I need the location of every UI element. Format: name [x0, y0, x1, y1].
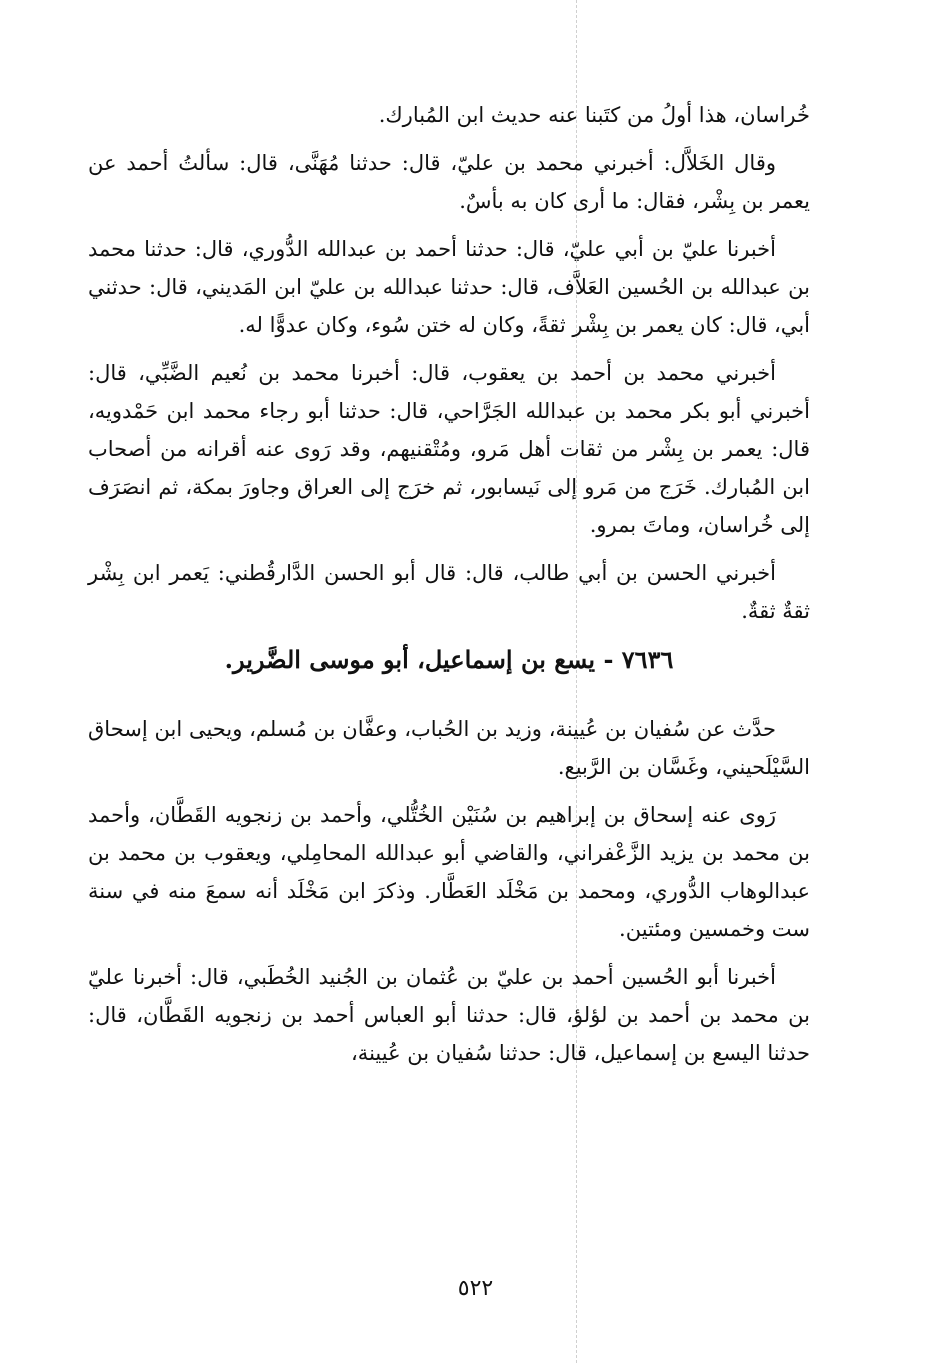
paragraph: أخبرني محمد بن أحمد بن يعقوب، قال: أخبرنا محمد بن نُعيم الضَّبِّي، قال: أخبرني أبو بكر محمد بن عبدالله الجَرَّاحي، قال: حدثنا أبو رجاء محمد ابن حَمْدويه، قال: يعمر بن بِشْر من ثقات أهل مَرو، ومُتْقنيهم، وقد رَوى عنه أقرانه من أصحاب ابن المُبارك. خَرَج من مَرو إلى نَيسابور، ثم خرَج إلى العراق وجاورَ بمكة، ثم انصَرَف إلى خُراسان، وماتَ بمرو.	[88, 361, 810, 537]
paragraph: أخبرنا أبو الحُسين أحمد بن عليّ بن عُثمان بن الجُنيد الخُطَبي، قال: أخبرنا عليّ بن محمد بن أحمد بن لؤلؤ، قال: حدثنا أبو العباس أحمد بن زنجويه القَطَّان، قال: حدثنا اليسع بن إسماعيل، قال: حدثنا سُفيان بن عُيينة،	[88, 965, 810, 1065]
main-text	[88, 96, 810, 1082]
paragraph: أخبرني الحسن بن أبي طالب، قال: قال أبو الحسن الدَّارقُطني: يَعمر ابن بِشْر ثقةٌ ثقةٌ.	[88, 561, 810, 623]
paragraph: أخبرنا عليّ بن أبي عليّ، قال: حدثنا أحمد بن عبدالله الدُّوري، قال: حدثنا محمد بن عبدالله بن الحُسين العَلاَّف، قال: حدثنا عبدالله بن عليّ ابن المَديني، قال: حدثني أبي، قال: كان يعمر بن بِشْر ثقةً، وكان له ختن سُوء، وكان عدوًّا له.	[88, 237, 810, 337]
page-number: ٥٢٢	[457, 1276, 494, 1301]
paragraphs-bottom	[88, 710, 810, 1072]
paragraph: حدَّث عن سُفيان بن عُيينة، وزيد بن الحُباب، وعفَّان بن مُسلم، ويحيى ابن إسحاق السَّيْلَحيني، وغَسَّان بن الرَّبيع.	[88, 717, 810, 779]
paragraph: وقال الخَلاَّل: أخبرني محمد بن عليّ، قال: حدثنا مُهَنَّى، قال: سألتُ أحمد عن يعمر بن بِشْر، فقال: ما أرى كان به بأسٌ.	[88, 151, 810, 213]
paragraph: رَوى عنه إسحاق بن إبراهيم بن سُنَيْن الخُتُّلي، وأحمد بن زنجويه القَطَّان، وأحمد بن محمد بن يزيد الزَّعْفراني، والقاضي أبو عبدالله المحامِلي، ويعقوب بن محمد بن عبدالوهاب الدُّوري، ومحمد بن مَخْلَد العَطَّار. وذكرَ ابن مَخْلَد أنه سمعَ منه في سنة ست وخمسين ومئتين.	[88, 803, 810, 941]
entry-heading: ٧٦٣٦ - يسع بن إسماعيل، أبو موسى الضَّرير.	[224, 645, 674, 674]
paragraph: خُراسان، هذا أولُ من كتَبنا عنه حديث ابن المُبارك.	[378, 103, 810, 127]
paragraphs-top	[88, 96, 810, 630]
